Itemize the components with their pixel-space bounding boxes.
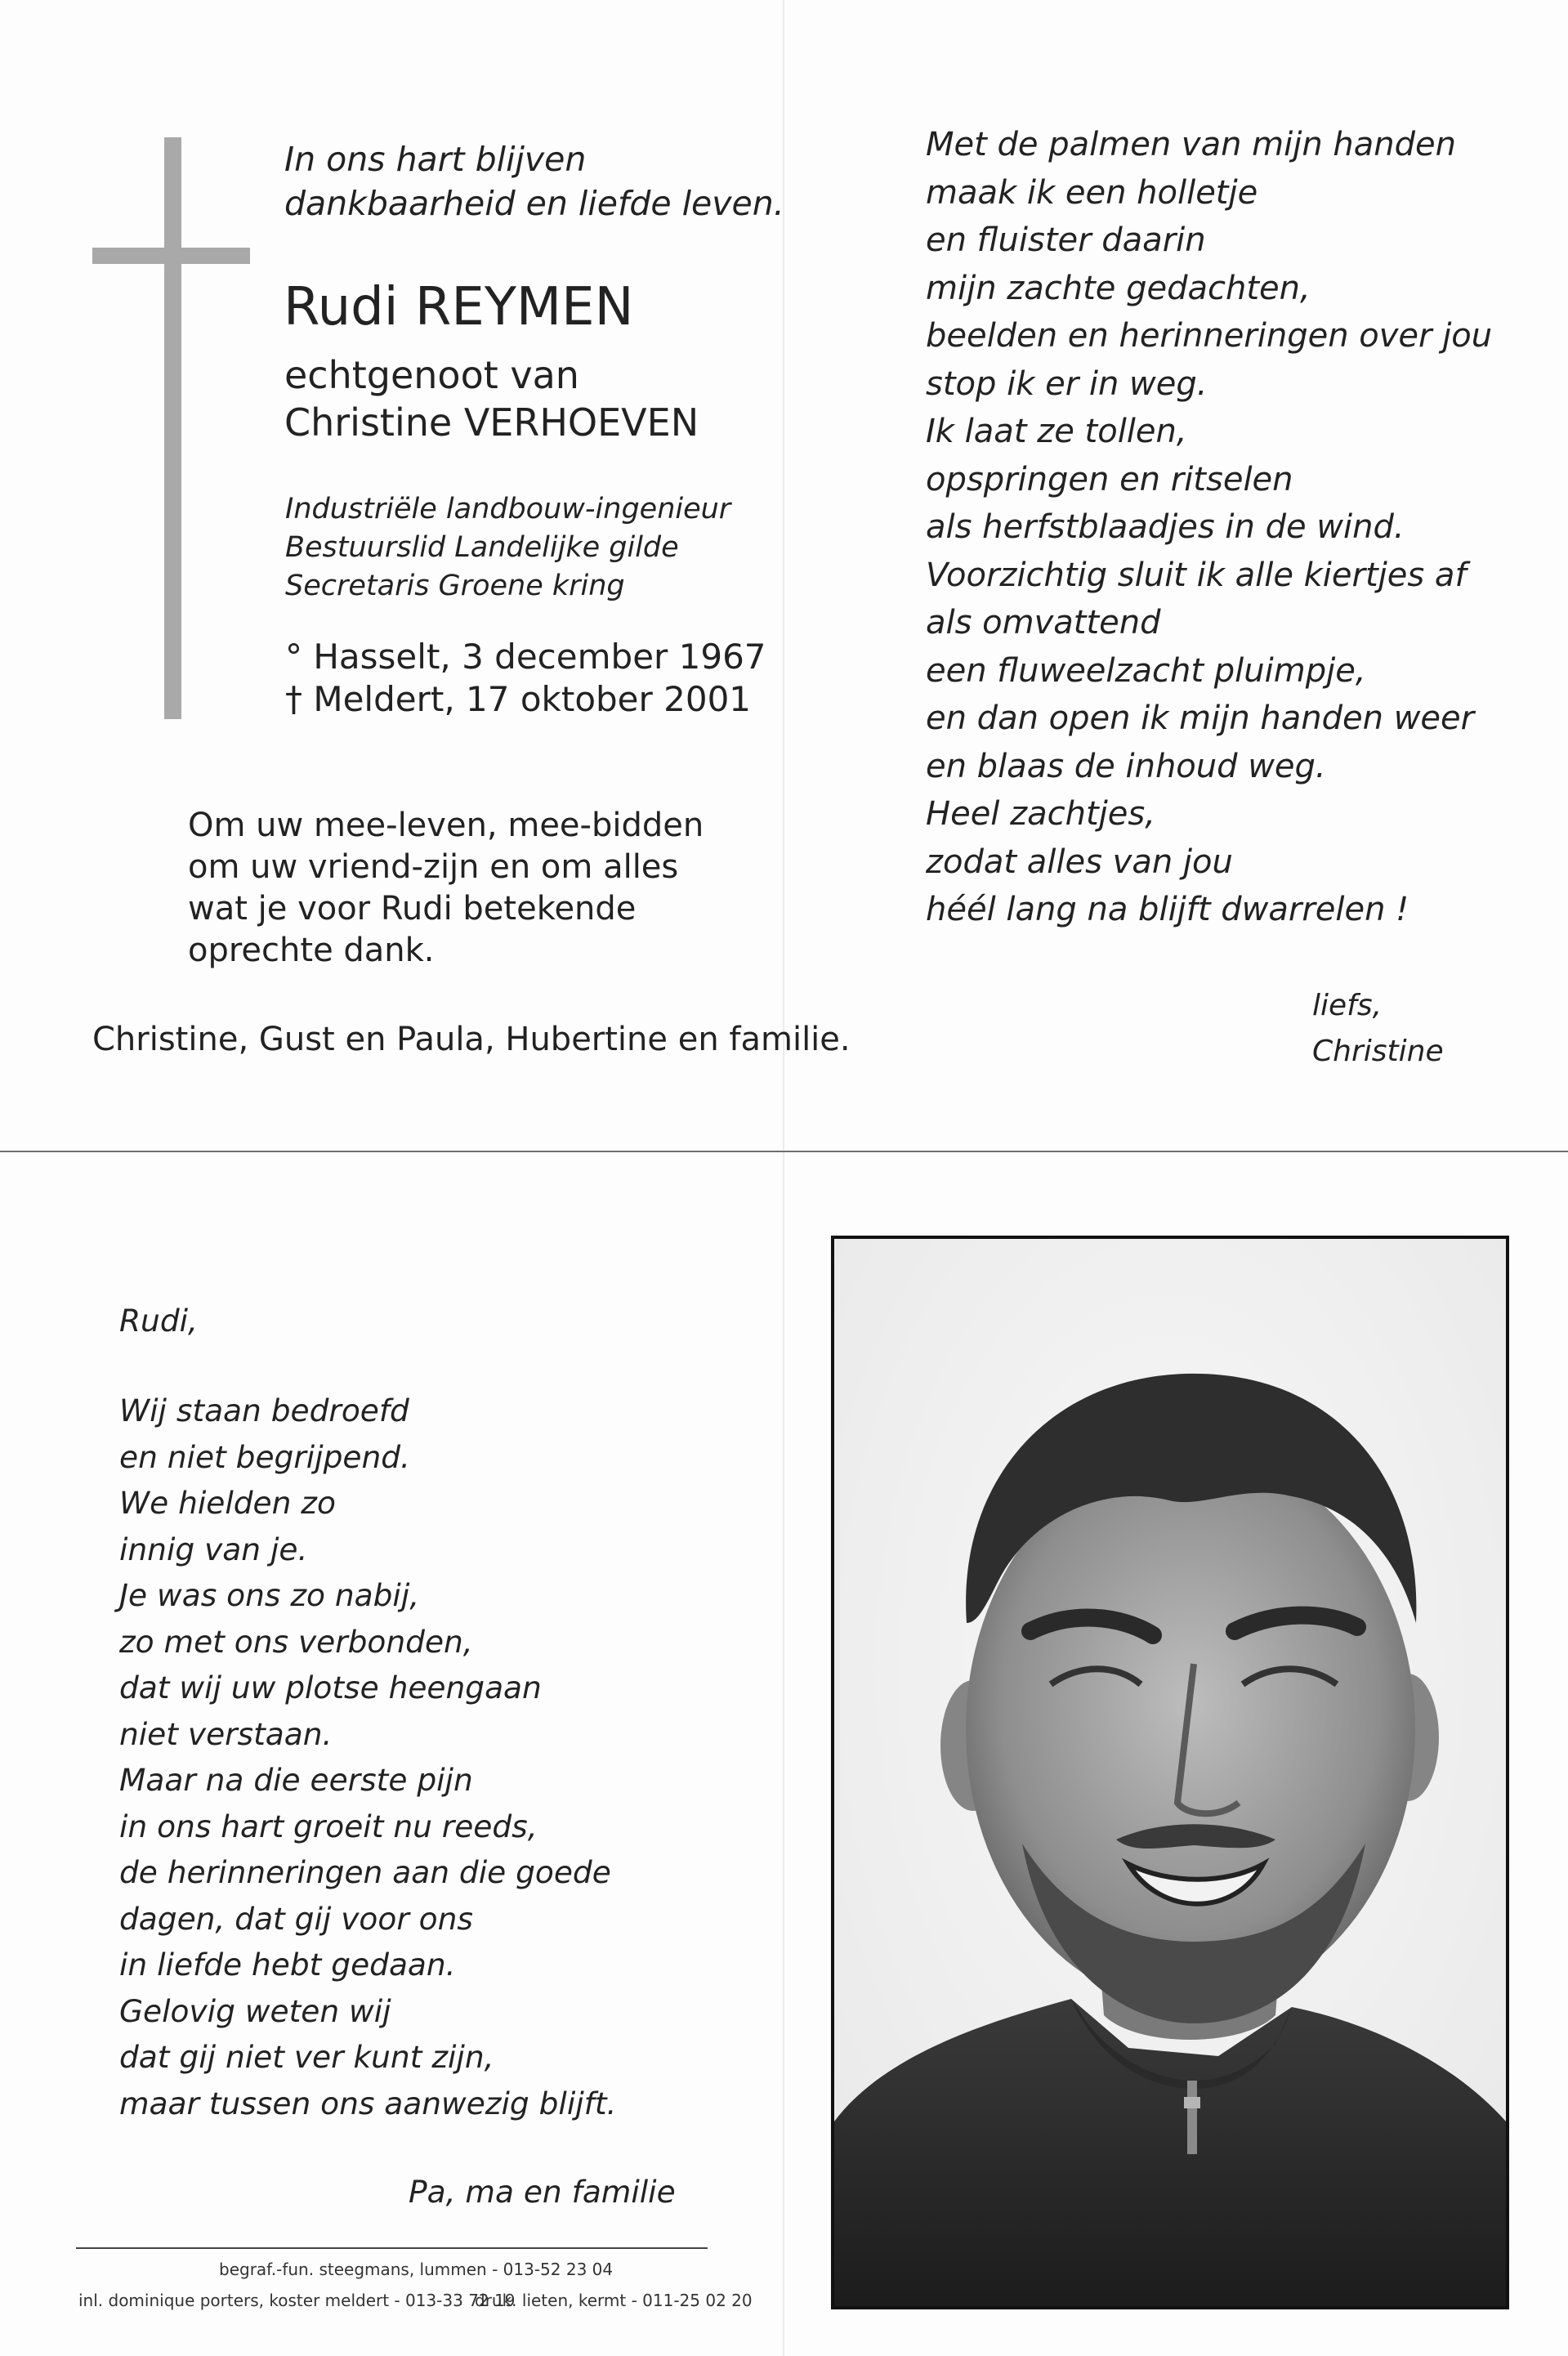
title-line: Industriële landbouw-ingenieur: [285, 493, 731, 525]
thanks-line: om uw vriend-zijn en om alles: [188, 848, 679, 886]
poem-line: Je was ons zo nabij,: [119, 1577, 420, 1613]
epigraph-line: In ons hart blijven: [284, 140, 587, 179]
poem-line: zo met ons verbonden,: [119, 1623, 473, 1660]
poem-line: en fluister daarin: [926, 221, 1206, 259]
poem-line: dat gij niet ver kunt zijn,: [119, 2039, 494, 2075]
poem-line: beelden en herinneringen over jou: [926, 317, 1493, 355]
salutation: Rudi,: [119, 1303, 198, 1339]
title-line: Bestuurslid Landelijke gilde: [285, 531, 679, 564]
poem-line: dat wij uw plotse heengaan: [119, 1670, 542, 1706]
epigraph: [284, 137, 784, 226]
footer-line-2-right: druk. lieten, kermt - 011-25 02 20: [475, 2291, 753, 2310]
spouse-block: [284, 351, 699, 446]
footer-rule: [76, 2247, 708, 2249]
poem-line: héél lang na blijft dwarrelen !: [926, 891, 1409, 928]
poem-line: mijn zachte gedachten,: [926, 269, 1311, 307]
poem-line: en blaas de inhoud weg.: [926, 747, 1326, 785]
spouse-line: Christine VERHOEVEN: [284, 400, 699, 445]
portrait-photo: [831, 1236, 1509, 2309]
family-line: Christine, Gust en Paula, Hubertine en familie.: [92, 1021, 851, 1058]
title-line: Secretaris Groene kring: [285, 570, 625, 602]
signature-line: Christine: [1312, 1035, 1444, 1068]
poem-line: als omvattend: [926, 604, 1161, 642]
poem-line: Met de palmen van mijn handen: [926, 126, 1456, 163]
poem-line: Wij staan bedroefd: [119, 1393, 409, 1428]
poem-line: maak ik een holletje: [926, 173, 1258, 212]
epigraph-line: dankbaarheid en liefde leven.: [284, 184, 784, 223]
footer-line-2-left: inl. dominique porters, koster meldert - 013-33 72 19: [78, 2291, 516, 2310]
footer-line-1: begraf.-fun. steegmans, lummen - 013-52 23 04: [219, 2260, 614, 2279]
birth-date: ° Hasselt, 3 december 1967: [285, 637, 766, 677]
poem-line: Ik laat ze tollen,: [926, 413, 1187, 450]
poem-line: opspringen en ritselen: [926, 460, 1293, 498]
thanks-line: Om uw mee-leven, mee-bidden: [188, 807, 704, 844]
poem-line: in ons hart groeit nu reeds,: [119, 1808, 538, 1844]
signature-left: Pa, ma en familie: [409, 2174, 676, 2210]
titles-block: [285, 490, 730, 606]
cross-icon-horizontal: [92, 248, 250, 264]
portrait-illustration: [834, 1239, 1506, 2306]
poem-line: stop ik er in weg.: [926, 364, 1208, 403]
poem-line: niet verstaan.: [119, 1715, 333, 1752]
poem-line: Voorzichtig sluit ik alle kiertjes af: [926, 556, 1467, 594]
poem-line: als herfstblaadjes in de wind.: [926, 508, 1405, 546]
death-date: † Meldert, 17 oktober 2001: [285, 679, 752, 719]
thanks-block: [188, 805, 704, 972]
poem-line: Gelovig weten wij: [119, 1992, 391, 2029]
deceased-name: Rudi REYMEN: [284, 277, 634, 338]
thanks-line: wat je voor Rudi betekende: [188, 890, 637, 928]
poem-line: een fluweelzacht pluimpje,: [926, 651, 1366, 690]
poem-line: in liefde hebt gedaan.: [119, 1947, 456, 1983]
cross-icon-vertical: [164, 137, 181, 719]
poem-line: innig van je.: [119, 1531, 308, 1567]
poem-line: en niet begrijpend.: [119, 1438, 410, 1475]
top-card: [0, 0, 1568, 1152]
poem-line: dagen, dat gij voor ons: [119, 1900, 473, 1937]
poem-line: en dan open ik mijn handen weer: [926, 700, 1475, 737]
poem-right: [926, 121, 1492, 934]
poem-line: Maar na die eerste pijn: [119, 1762, 473, 1798]
poem-line: We hielden zo: [119, 1485, 336, 1521]
dates-block: [285, 636, 766, 721]
poem-line: Heel zachtjes,: [926, 795, 1155, 833]
spouse-line: echtgenoot van: [284, 353, 579, 397]
card-fold: [783, 1152, 784, 2356]
signature-right: [1312, 983, 1444, 1075]
poem-line: zodat alles van jou: [926, 843, 1233, 881]
poem-left: [119, 1388, 616, 2126]
poem-line: de herinneringen aan die goede: [119, 1854, 611, 1890]
signature-line: liefs,: [1312, 989, 1383, 1022]
poem-line: maar tussen ons aanwezig blijft.: [119, 2085, 617, 2121]
thanks-line: oprechte dank.: [188, 932, 435, 969]
